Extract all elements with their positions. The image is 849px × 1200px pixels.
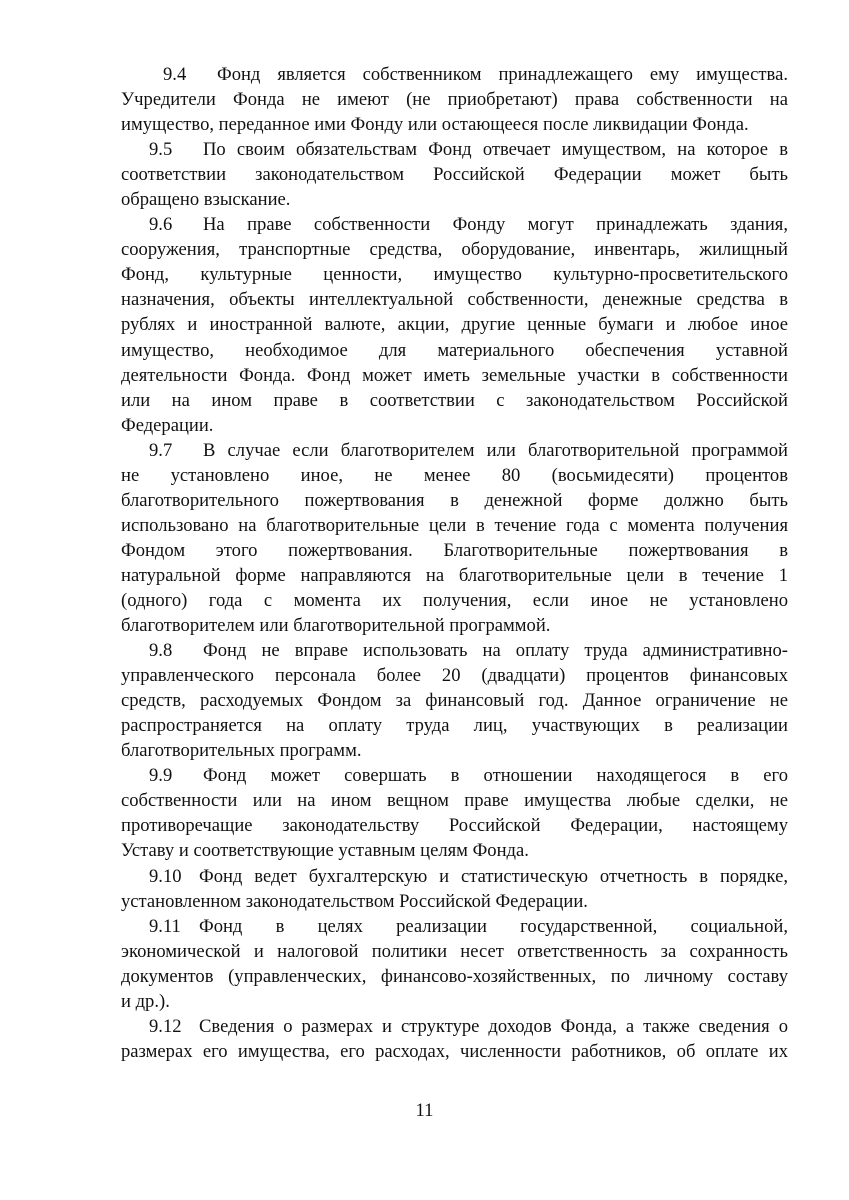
paragraph-9-6 xyxy=(121,212,788,437)
document-page xyxy=(121,62,788,1064)
text-line: соответствии законодательством Российской Федерации может быть xyxy=(121,164,788,186)
text-line xyxy=(121,763,788,788)
clause-text: По своим обязательствам Фонд отвечает имуществом, на которое в xyxy=(203,139,788,161)
text-line: управленческого персонала более 20 (двадцати) процентов финансовых xyxy=(121,665,788,687)
clause-text: Сведения о размерах и структуре доходов Фонда, а также сведения о xyxy=(199,1015,788,1037)
clause-number: 9.4 xyxy=(163,64,187,85)
text-line: установленном законодательством Российской Федерации. xyxy=(121,890,588,912)
text-line: назначения, объекты интеллектуальной собственности, денежные средства в xyxy=(121,289,788,311)
paragraph-9-10 xyxy=(121,864,788,914)
clause-text: Фонд может совершать в отношении находящегося в его xyxy=(203,765,788,787)
text-line: собственности или на ином вещном праве имущества любые сделки, не xyxy=(121,790,788,812)
text-line: использовано на благотворительные цели в течение года с момента получения xyxy=(121,514,788,536)
text-line: деятельности Фонда. Фонд может иметь земельные участки в собственности xyxy=(121,364,788,386)
text-line: благотворителем или благотворительной программой. xyxy=(121,615,551,637)
text-line: имущество, необходимое для материального обеспечения уставной xyxy=(121,339,788,361)
clause-number: 9.7 xyxy=(149,439,173,461)
text-line xyxy=(121,137,788,162)
text-line: Уставу и соответствующие уставным целям Фонда. xyxy=(121,840,529,862)
clause-number: 9.12 xyxy=(149,1015,182,1037)
clause-text: На праве собственности Фонду могут принадлежать здания, xyxy=(203,214,788,236)
paragraph-9-11 xyxy=(121,914,788,1014)
paragraph-9-12 xyxy=(121,1014,788,1064)
text-line xyxy=(121,638,788,663)
text-line: размерах его имущества, его расходах, численности работников, об оплате их xyxy=(121,1040,788,1062)
text-line: имущество, переданное ими Фонду или остающееся после ликвидации Фонда. xyxy=(121,114,749,136)
text-line: рублях и иностранной валюте, акции, другие ценные бумаги и любое иное xyxy=(121,314,788,336)
text-line: Фондом этого пожертвования. Благотворительные пожертвования в xyxy=(121,539,788,561)
clause-text: Фонд является собственником принадлежащего ему имущества. xyxy=(217,64,788,85)
text-line: благотворительных программ. xyxy=(121,740,362,762)
clause-text: Фонд ведет бухгалтерскую и статистическую отчетность в порядке, xyxy=(199,865,788,887)
clause-text: Фонд в целях реализации государственной, социальной, xyxy=(199,915,788,937)
text-line: (одного) года с момента их получения, если иное не установлено xyxy=(121,589,788,611)
text-line: обращено взыскание. xyxy=(121,189,291,211)
text-line: натуральной форме направляются на благотворительные цели в течение 1 xyxy=(121,564,788,586)
page-number: 11 xyxy=(415,1100,434,1121)
text-line xyxy=(121,864,788,889)
paragraph-9-8 xyxy=(121,638,788,763)
clause-number: 9.11 xyxy=(149,915,181,937)
text-line: не установлено иное, не менее 80 (восьмидесяти) процентов xyxy=(121,464,788,486)
text-line xyxy=(121,212,788,237)
clause-number: 9.5 xyxy=(149,139,173,161)
text-line: Федерации. xyxy=(121,414,214,436)
clause-text: Фонд не вправе использовать на оплату труда административно- xyxy=(203,640,788,662)
clause-number: 9.9 xyxy=(149,765,173,787)
text-line: экономической и налоговой политики несет ответственность за сохранность xyxy=(121,940,788,962)
text-line xyxy=(121,62,788,87)
clause-number: 9.6 xyxy=(149,214,173,236)
text-line xyxy=(121,914,788,939)
text-line: документов (управленческих, финансово-хозяйственных, по личному составу xyxy=(121,965,788,987)
text-line: и др.). xyxy=(121,990,170,1012)
clause-number: 9.8 xyxy=(149,640,173,662)
paragraph-9-5 xyxy=(121,137,788,212)
text-line: Учредители Фонда не имеют (не приобретают) права собственности на xyxy=(121,89,788,111)
text-line: противоречащие законодательству Российской Федерации, настоящему xyxy=(121,815,788,837)
text-line xyxy=(121,1014,788,1039)
paragraph-9-9 xyxy=(121,763,788,863)
text-line: средств, расходуемых Фондом за финансовый год. Данное ограничение не xyxy=(121,690,788,712)
paragraph-9-4 xyxy=(121,62,788,137)
clause-number: 9.10 xyxy=(149,865,182,887)
paragraph-9-7 xyxy=(121,438,788,638)
text-line xyxy=(121,438,788,463)
text-line: распространяется на оплату труда лиц, участвующих в реализации xyxy=(121,715,788,737)
text-line: сооружения, транспортные средства, оборудование, инвентарь, жилищный xyxy=(121,239,788,261)
text-line: благотворительного пожертвования в денежной форме должно быть xyxy=(121,489,788,511)
text-line: или на ином праве в соответствии с законодательством Российской xyxy=(121,389,788,411)
clause-text: В случае если благотворителем или благотворительной программой xyxy=(203,439,788,461)
text-line: Фонд, культурные ценности, имущество культурно-просветительского xyxy=(121,264,788,286)
